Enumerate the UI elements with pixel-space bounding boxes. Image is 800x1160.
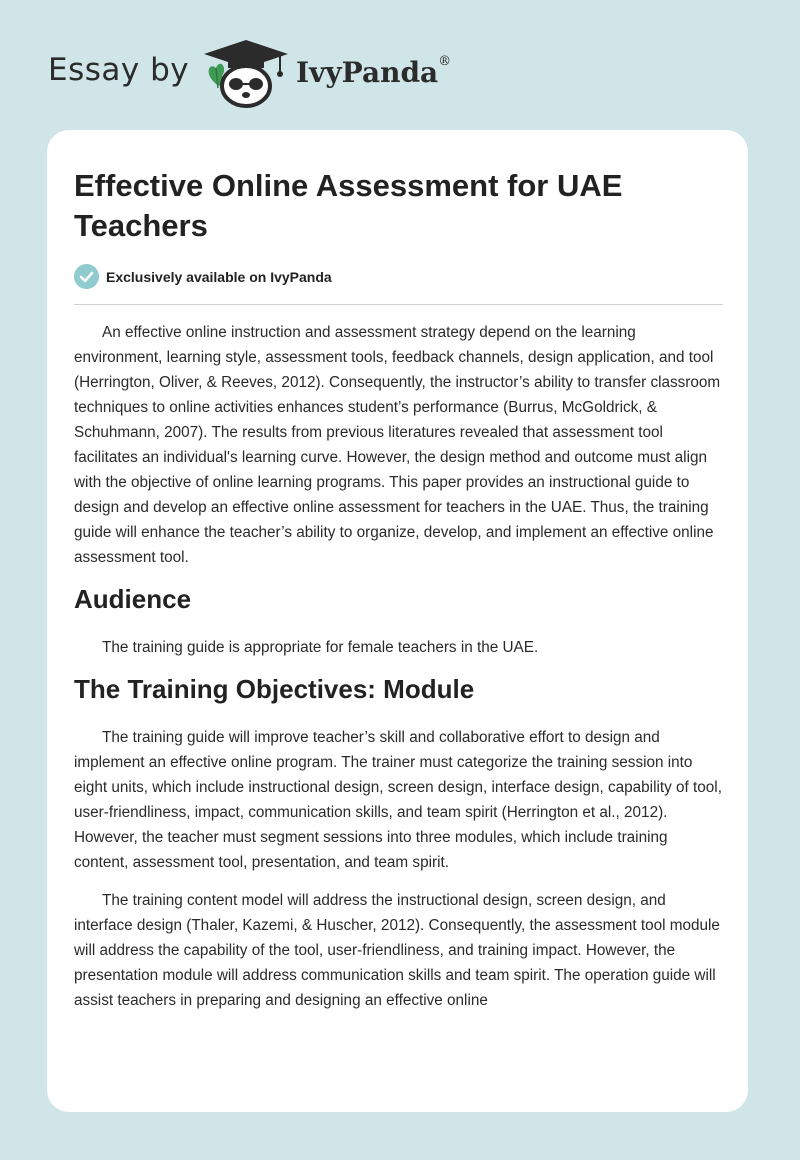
objectives-paragraph-2: The training content model will address the instructional design, screen design, and interface design (Thaler, Kazemi, & Huscher, 2012). Consequently, the assessment tool module will address the capability of the tool, user-friendliness, and training impact. However, the presentation module will address communication skills and team spirit. The operation guide will assist teachers in preparing and designing an effective online (74, 892, 720, 1009)
article-content (74, 320, 723, 1026)
intro-paragraph: An effective online instruction and assessment strategy depend on the learning environment, learning style, assessment tools, feedback channels, design application, and tool (Herrington, Oliver, & Reeves, 2012). Consequently, the instructor’s ability to transfer classroom techniques to online activities enhances student’s performance (Burrus, McGoldrick, & Schuhmann, 2007). The results from previous literatures revealed that assessment tool facilitates an individual's learning curve. However, the design method and outcome must align with the objective of online learning programs. This paper provides an instructional guide to design and develop an effective online assessment for teachers in the UAE. Thus, the training guide will enhance the teacher’s ability to organize, develop, and implement an effective online assessment tool. (74, 324, 721, 566)
audience-heading: Audience (74, 584, 192, 614)
check-badge-icon (74, 264, 99, 289)
essay-by-label: Essay by (48, 52, 190, 88)
exclusive-label: Exclusively available on IvyPanda (106, 269, 332, 285)
exclusive-banner (74, 264, 723, 305)
objectives-heading: The Training Objectives: Module (74, 674, 475, 704)
panda-logo-icon[interactable] (200, 38, 292, 110)
site-header (0, 0, 800, 130)
registered-mark: ® (438, 54, 452, 69)
objectives-paragraph-1: The training guide will improve teacher’s skill and collaborative effort to design and implement an effective online program. The trainer must categorize the training session into eight units, which include instructional design, screen design, interface design, capability of tool, user-friendliness, impact, communication skills, and team spirit (Herrington et al., 2012). However, the teacher must segment sessions into three modules, which include training content, assessment tool, presentation, and team spirit. (74, 729, 722, 871)
audience-paragraph: The training guide is appropriate for female teachers in the UAE. (102, 639, 539, 656)
brand-text: IvyPanda (296, 56, 439, 89)
article-card (47, 130, 748, 1112)
article-title: Effective Online Assessment for UAE Teachers (74, 168, 623, 243)
brand-name[interactable] (296, 56, 451, 89)
